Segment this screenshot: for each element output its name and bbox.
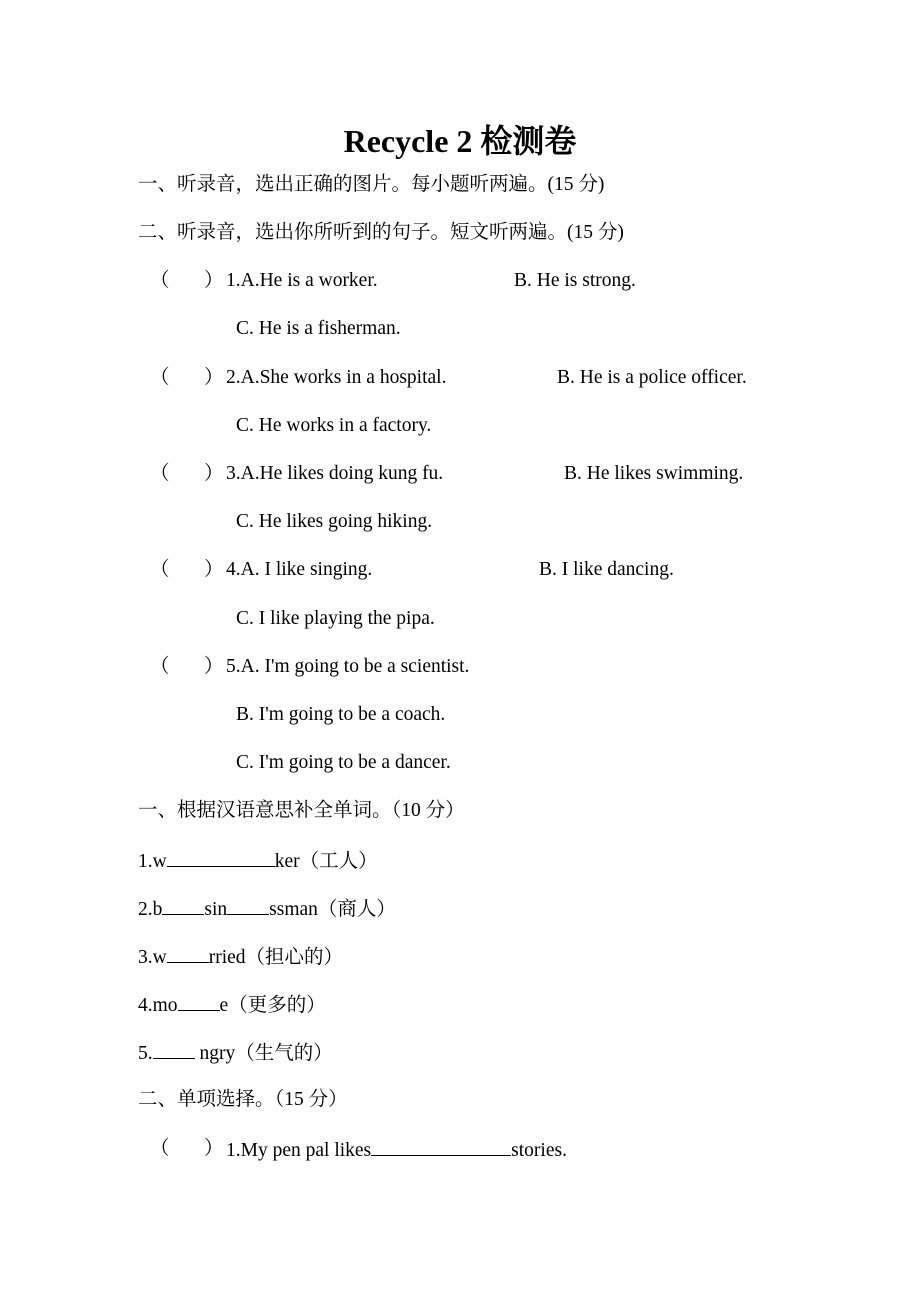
answer-paren-close: ） — [204, 367, 224, 388]
fill-blank[interactable] — [162, 896, 204, 915]
option-b: B. I like dancing. — [539, 559, 674, 580]
listening-question-3 — [0, 462, 920, 486]
listening-part2-heading: 二、听录音，选出你所听到的句子。短文听两遍。(15 分) — [138, 222, 624, 243]
question-text-end: stories. — [511, 1140, 567, 1161]
option-c: C. He likes going hiking. — [236, 511, 433, 532]
answer-paren-open: （ — [150, 270, 170, 291]
fill-blank[interactable] — [167, 944, 209, 963]
answer-paren-close: ） — [204, 656, 224, 677]
answer-paren-open: （ — [150, 656, 170, 677]
answer-paren-close: ） — [204, 270, 224, 291]
option-b: B. He is a police officer. — [557, 367, 747, 388]
fill-blank[interactable] — [153, 1040, 195, 1059]
option-c: C. I'm going to be a dancer. — [236, 752, 451, 773]
answer-paren-close: ） — [204, 559, 224, 580]
word-item-1: 1.w ker（工人） — [138, 848, 378, 874]
word-item-2: 2.b sin ssman（商人） — [138, 896, 396, 922]
option-b: B. I'm going to be a coach. — [236, 704, 446, 725]
option-b: B. He likes swimming. — [564, 463, 744, 484]
answer-paren-close: ） — [204, 463, 224, 484]
choice-heading: 二、单项选择。（15 分） — [138, 1089, 348, 1110]
listening-question-1 — [0, 269, 920, 293]
option-a: 2.A.She works in a hospital. — [226, 367, 447, 388]
word-item-5: 5. ngry（生气的） — [138, 1040, 333, 1066]
words-heading: 一、根据汉语意思补全单词。（10 分） — [138, 800, 465, 821]
listening-question-2 — [0, 366, 920, 390]
question-text: 1.My pen pal likes — [226, 1140, 372, 1161]
choice-question-1 — [0, 1137, 920, 1161]
word-item-3: 3.w rried（担心的） — [138, 944, 343, 970]
word-item-4: 4.mo e（更多的） — [138, 992, 326, 1018]
answer-paren-open: （ — [150, 1138, 170, 1159]
option-a: 4.A. I like singing. — [226, 559, 373, 580]
option-c: C. I like playing the pipa. — [236, 608, 435, 629]
listening-part1-heading: 一、听录音，选出正确的图片。每小题听两遍。(15 分) — [138, 174, 605, 195]
answer-paren-open: （ — [150, 367, 170, 388]
option-c: C. He is a fisherman. — [236, 318, 401, 339]
option-a: 1.A.He is a worker. — [226, 270, 378, 291]
option-b: B. He is strong. — [514, 270, 636, 291]
option-a: 3.A.He likes doing kung fu. — [226, 463, 444, 484]
option-a: 5.A. I'm going to be a scientist. — [226, 656, 470, 677]
option-c: C. He works in a factory. — [236, 415, 432, 436]
fill-blank[interactable] — [371, 1137, 511, 1156]
answer-paren-open: （ — [150, 559, 170, 580]
fill-blank[interactable] — [167, 848, 275, 867]
answer-paren-open: （ — [150, 463, 170, 484]
listening-question-4 — [0, 558, 920, 582]
page-title: Recycle 2 检测卷 — [343, 123, 577, 159]
answer-paren-close: ） — [204, 1138, 224, 1159]
fill-blank[interactable] — [227, 896, 269, 915]
fill-blank[interactable] — [178, 992, 220, 1011]
listening-question-5 — [0, 655, 920, 679]
